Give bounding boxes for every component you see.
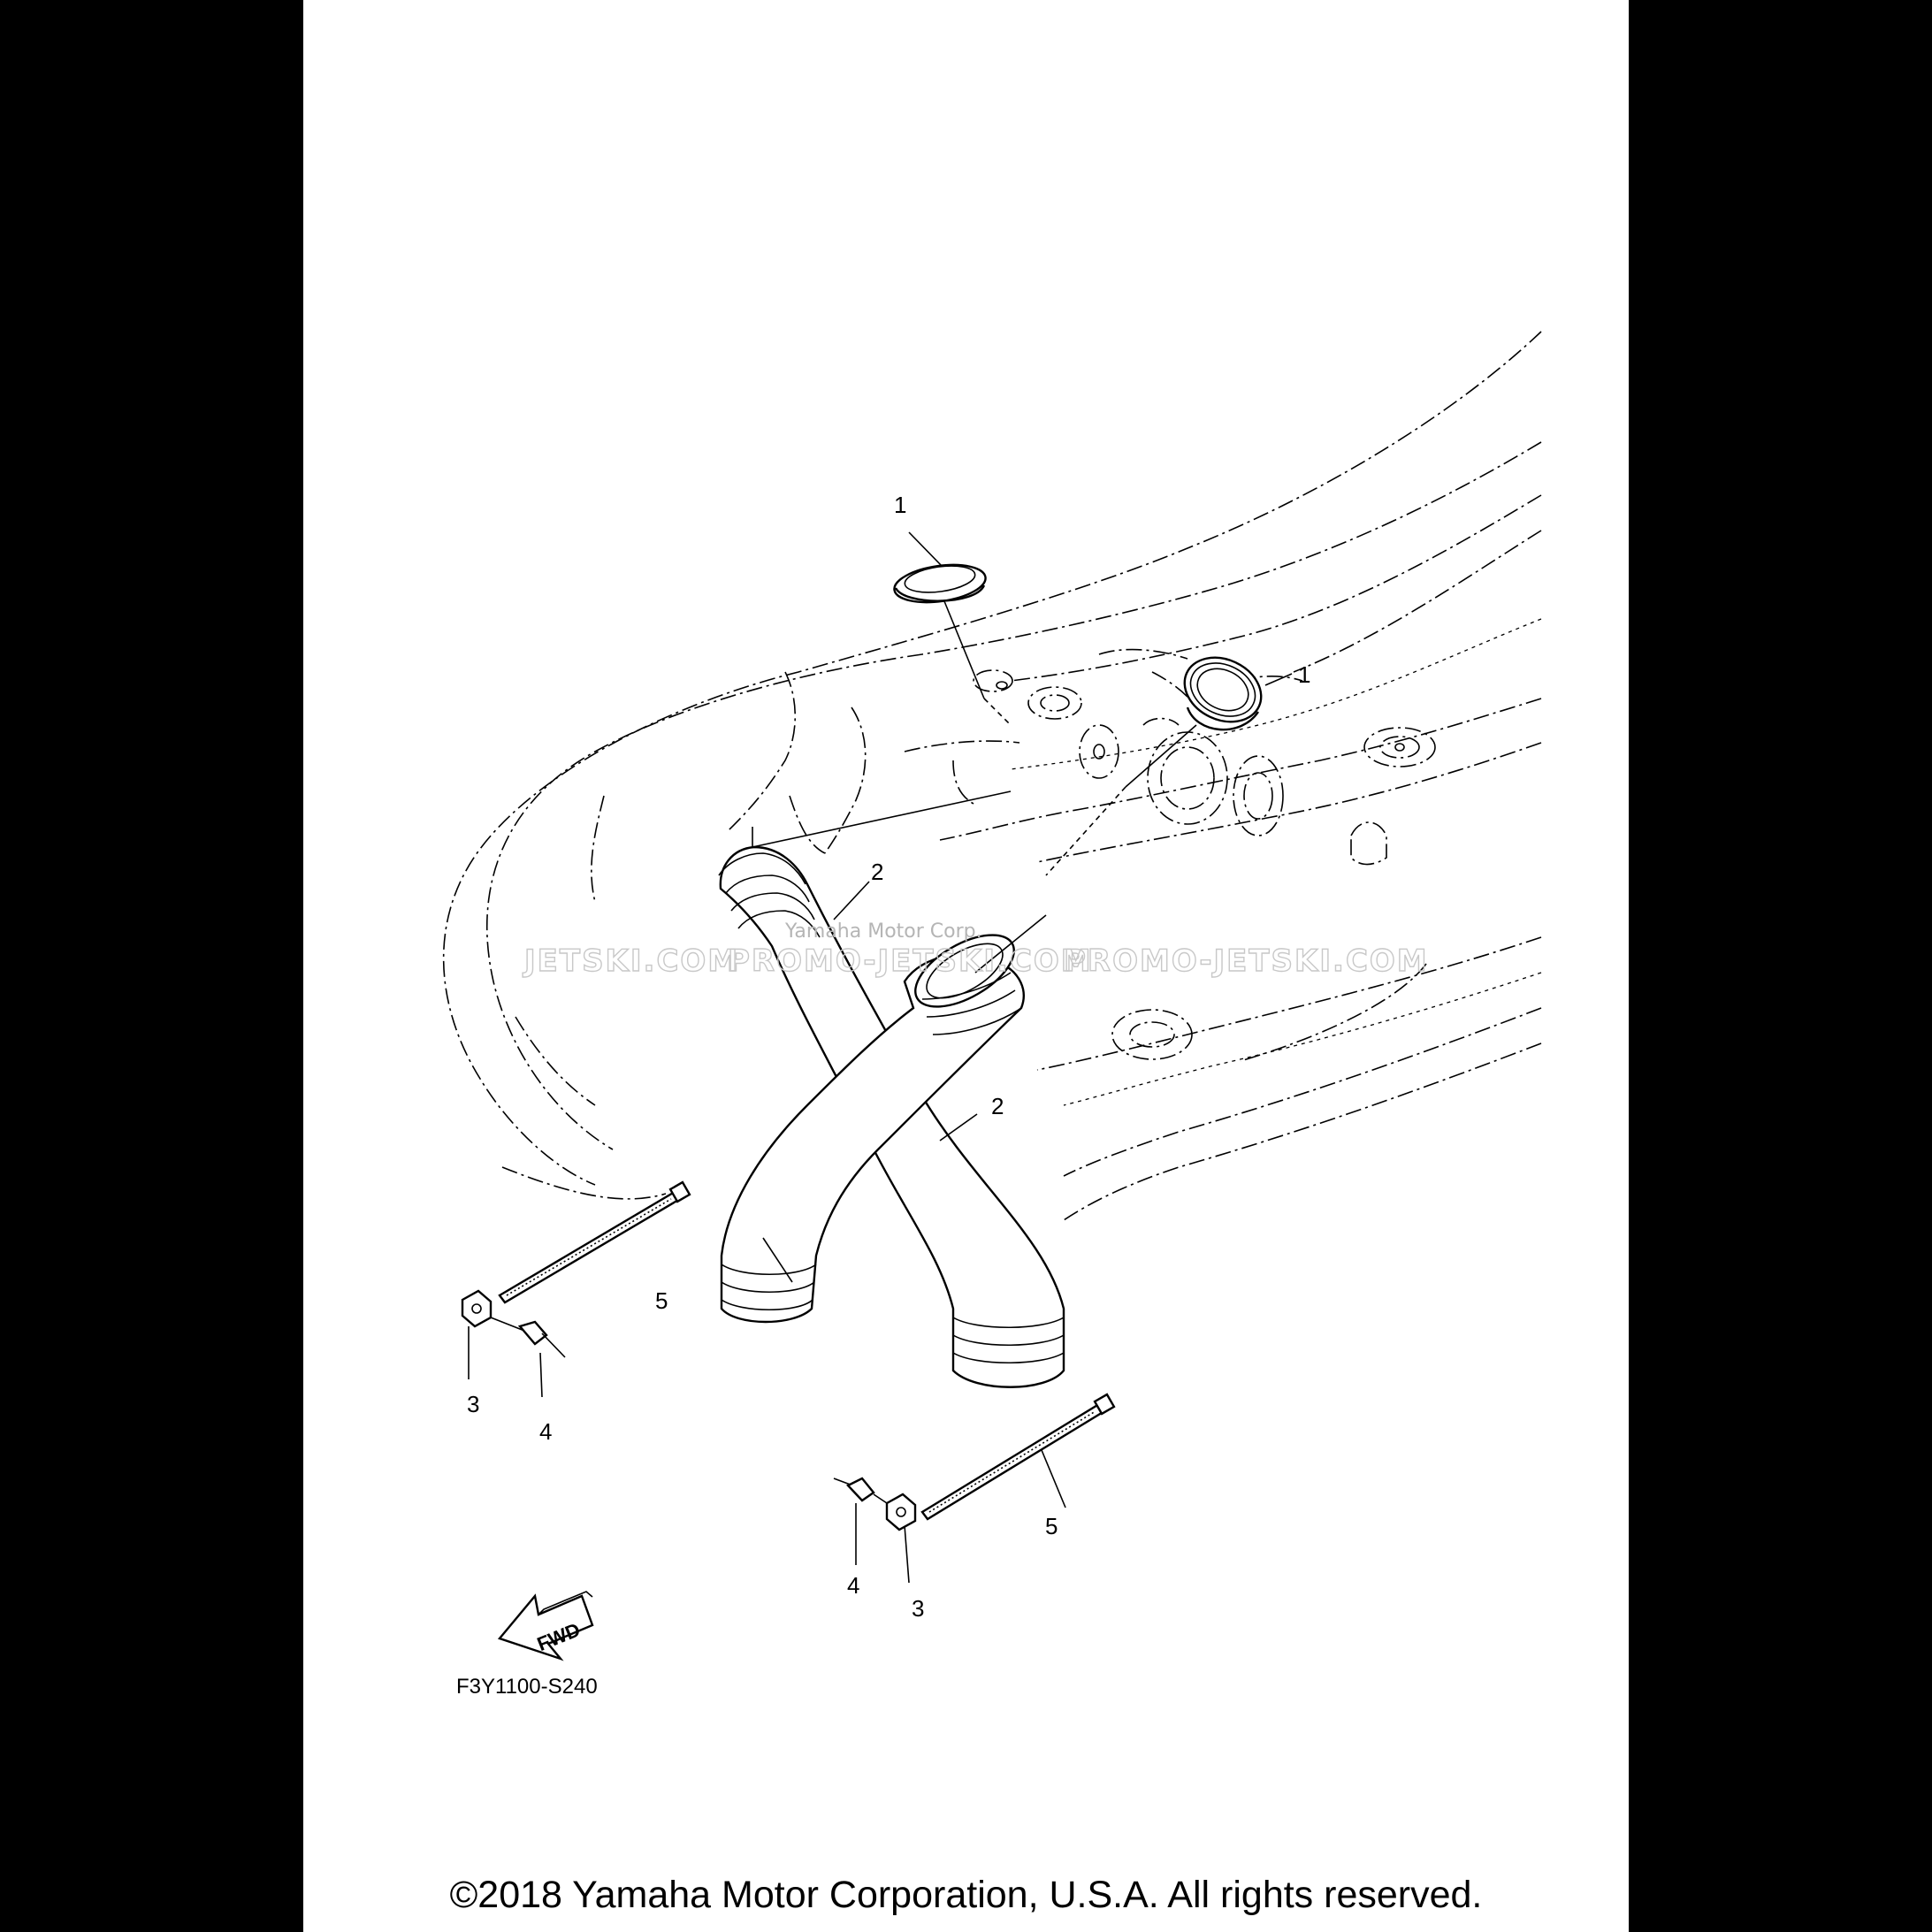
watermark-left: JETSKI.COM	[524, 943, 740, 979]
callout-holder-right: 3	[912, 1595, 925, 1622]
drawing-code: F3Y1100-S240	[456, 1675, 598, 1699]
watermark-mid: PROMO-JETSKI.COM	[728, 943, 1093, 979]
callout-band-right: 5	[1045, 1513, 1058, 1539]
holder-left	[462, 1291, 491, 1326]
watermark-small: Yamaha Motor Corp.	[785, 920, 982, 943]
grommet-top	[892, 560, 989, 607]
parts-diagram	[303, 0, 1629, 1932]
rivet-right	[834, 1478, 887, 1503]
rivet-left	[491, 1317, 565, 1357]
callout-rivet-right: 4	[847, 1572, 860, 1599]
watermark-right: PROMO-JETSKI.COM	[1064, 943, 1429, 979]
fwd-label: FWD	[533, 1618, 584, 1656]
holder-right	[887, 1494, 915, 1530]
diagram-sheet	[303, 0, 1629, 1932]
band-right	[922, 1394, 1114, 1519]
grommet-right	[1174, 645, 1271, 734]
hull-outline	[444, 332, 1541, 1220]
fwd-arrow-icon	[500, 1592, 592, 1659]
callout-grommet-top: 1	[894, 492, 907, 518]
copyright-notice: ©2018 Yamaha Motor Corporation, U.S.A. All rights reserved.	[449, 1874, 1483, 1916]
callout-rivet-left: 4	[539, 1418, 553, 1445]
callout-hose-upper: 2	[871, 859, 884, 885]
callout-grommet-right: 1	[1298, 661, 1311, 688]
band-left	[500, 1182, 690, 1302]
callout-band-left: 5	[655, 1287, 668, 1314]
callout-holder-left: 3	[467, 1391, 480, 1417]
callout-hose-lower: 2	[991, 1093, 1004, 1119]
